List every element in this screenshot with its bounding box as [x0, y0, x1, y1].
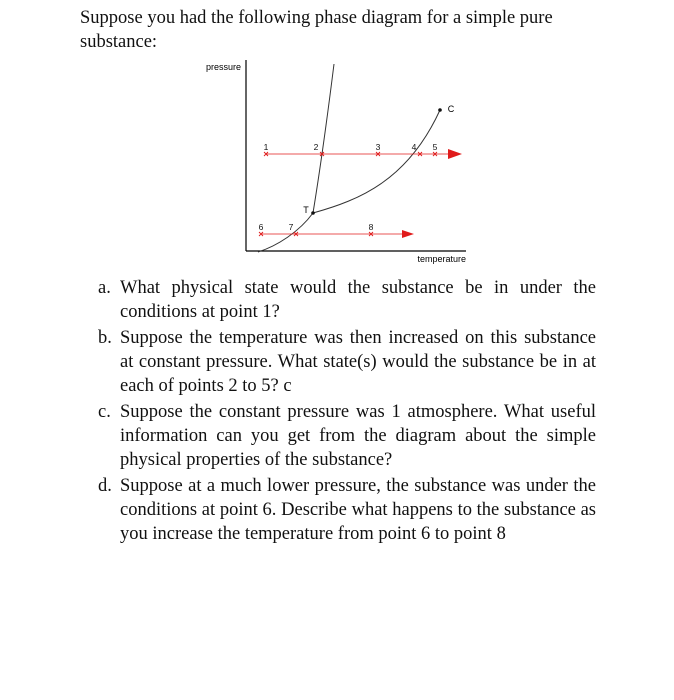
high-pressure-path-arrow	[448, 149, 462, 159]
question-letter: c.	[98, 402, 111, 422]
triple-point-dot	[311, 211, 315, 215]
point-2-label: 2	[313, 142, 319, 152]
point-6-label: 6	[258, 222, 264, 232]
fusion-curve	[313, 64, 334, 213]
point-1-label: 1	[263, 142, 269, 152]
question-d	[98, 474, 596, 546]
point-7-label: 7	[288, 222, 294, 232]
point-8-label: 8	[368, 222, 374, 232]
phase-diagram	[0, 0, 674, 275]
question-letter: d.	[98, 476, 112, 496]
question-letter: b.	[98, 328, 112, 348]
question-c	[98, 400, 596, 472]
sublimation-curve	[258, 213, 313, 252]
question-b	[98, 326, 596, 398]
question-letter: a.	[98, 278, 111, 298]
vaporization-curve	[313, 110, 440, 213]
critical-point-dot	[438, 108, 442, 112]
triple-point-label: T	[303, 205, 309, 215]
question-a	[98, 276, 596, 324]
point-5-label: 5	[432, 142, 438, 152]
critical-point-label: C	[447, 104, 455, 114]
question-text: Suppose the constant pressure was 1 atmosphere. What useful information can you get from the diagram about the simple physical properties of the substance?	[120, 402, 596, 470]
intro-text: Suppose you had the following phase diagram for a simple pure substance:	[80, 8, 553, 52]
point-4-label: 4	[411, 142, 417, 152]
y-axis-label: pressure	[205, 62, 241, 72]
question-text: Suppose the temperature was then increased on this substance at constant pressure. What state(s) would the substance be in at each of points 2 to 5? c	[120, 328, 596, 396]
question-list	[98, 276, 596, 548]
low-pressure-path-arrow	[402, 230, 414, 238]
question-text: What physical state would the substance be in under the conditions at point 1?	[120, 278, 596, 322]
x-axis-label: temperature	[417, 254, 466, 264]
point-3-label: 3	[375, 142, 381, 152]
question-text: Suppose at a much lower pressure, the substance was under the conditions at point 6. Describe what happens to the substance as you increase the temperature from point 6 to point 8	[120, 476, 596, 544]
